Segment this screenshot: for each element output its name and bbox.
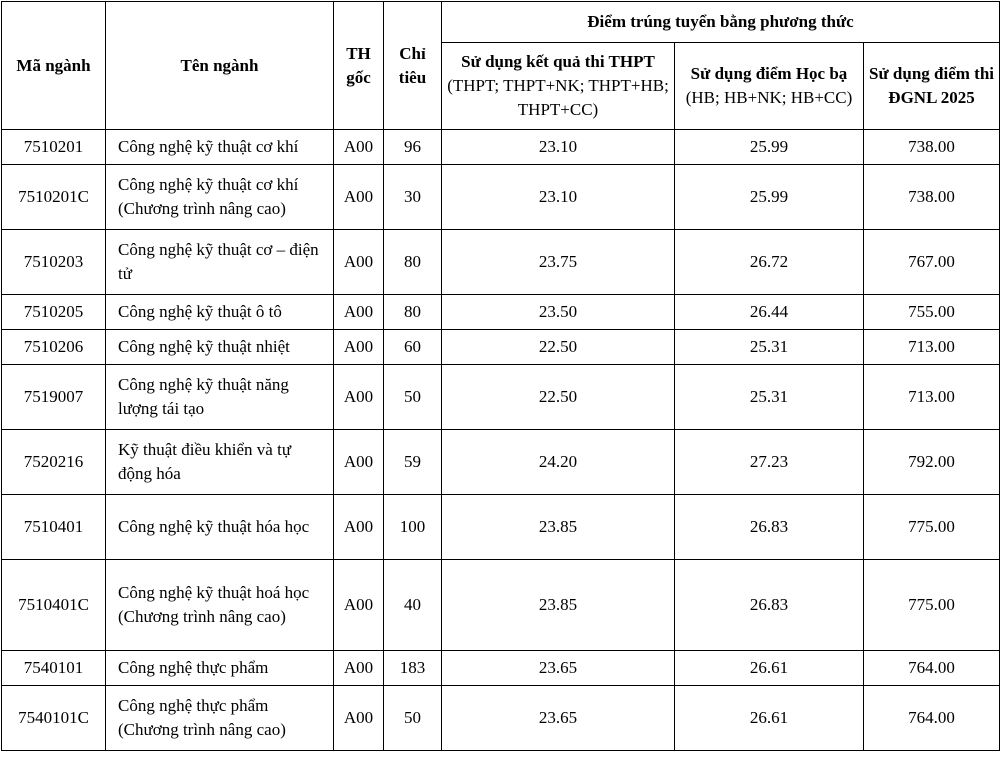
admission-score-table [1,1,1000,751]
cell-dgnl: 738.00 [864,165,1000,230]
cell-hocba: 27.23 [675,430,864,495]
header-row-1 [2,2,1000,43]
header-combo: TH gốc [334,2,384,130]
cell-name: Công nghệ thực phẩm [106,651,334,686]
cell-thpt: 23.10 [442,130,675,165]
table-row [2,365,1000,430]
cell-quota: 80 [384,295,442,330]
cell-name: Công nghệ kỹ thuật hóa học [106,495,334,560]
cell-code: 7510201 [2,130,106,165]
header-method-group: Điểm trúng tuyển bằng phương thức [442,2,1000,43]
cell-code: 7510203 [2,230,106,295]
table-row [2,165,1000,230]
cell-code: 7540101C [2,686,106,751]
header-thpt-sub: (THPT; THPT+NK; THPT+HB; THPT+CC) [447,76,669,119]
cell-thpt: 23.75 [442,230,675,295]
cell-dgnl: 738.00 [864,130,1000,165]
cell-hocba: 25.31 [675,330,864,365]
header-quota: Chỉ tiêu [384,2,442,130]
table-row [2,330,1000,365]
header-dgnl: Sử dụng điểm thi ĐGNL 2025 [864,43,1000,130]
cell-combo: A00 [334,430,384,495]
cell-code: 7510401 [2,495,106,560]
header-thpt [442,43,675,130]
table-row [2,230,1000,295]
cell-quota: 80 [384,230,442,295]
cell-combo: A00 [334,365,384,430]
cell-dgnl: 792.00 [864,430,1000,495]
cell-quota: 96 [384,130,442,165]
cell-code: 7510401C [2,560,106,651]
cell-dgnl: 775.00 [864,560,1000,651]
table-row [2,651,1000,686]
cell-dgnl: 755.00 [864,295,1000,330]
cell-thpt: 23.50 [442,295,675,330]
table-row [2,686,1000,751]
cell-name: Công nghệ kỹ thuật hoá học (Chương trình nâng cao) [106,560,334,651]
cell-thpt: 23.85 [442,560,675,651]
table-row [2,295,1000,330]
header-hocba-sub: (HB; HB+NK; HB+CC) [685,88,853,107]
cell-hocba: 26.61 [675,686,864,751]
cell-combo: A00 [334,165,384,230]
header-thpt-title: Sử dụng kết quả thi THPT [461,52,655,71]
cell-name: Công nghệ kỹ thuật nhiệt [106,330,334,365]
cell-quota: 50 [384,686,442,751]
cell-thpt: 24.20 [442,430,675,495]
cell-code: 7540101 [2,651,106,686]
cell-quota: 60 [384,330,442,365]
cell-hocba: 26.44 [675,295,864,330]
cell-code: 7519007 [2,365,106,430]
header-hocba-title: Sử dụng điểm Học bạ [690,64,848,83]
cell-code: 7510206 [2,330,106,365]
cell-hocba: 26.83 [675,560,864,651]
cell-dgnl: 713.00 [864,330,1000,365]
cell-name: Công nghệ kỹ thuật cơ – điện tử [106,230,334,295]
cell-quota: 30 [384,165,442,230]
cell-code: 7520216 [2,430,106,495]
cell-dgnl: 764.00 [864,651,1000,686]
cell-dgnl: 767.00 [864,230,1000,295]
cell-thpt: 23.10 [442,165,675,230]
table-body [2,130,1000,751]
header-name: Tên ngành [106,2,334,130]
header-hocba [675,43,864,130]
cell-code: 7510201C [2,165,106,230]
cell-name: Công nghệ kỹ thuật cơ khí (Chương trình nâng cao) [106,165,334,230]
cell-combo: A00 [334,651,384,686]
cell-dgnl: 775.00 [864,495,1000,560]
cell-name: Công nghệ kỹ thuật năng lượng tái tạo [106,365,334,430]
cell-name: Công nghệ kỹ thuật ô tô [106,295,334,330]
table-row [2,560,1000,651]
table-row [2,130,1000,165]
cell-combo: A00 [334,686,384,751]
cell-hocba: 25.99 [675,165,864,230]
cell-quota: 40 [384,560,442,651]
cell-combo: A00 [334,330,384,365]
cell-thpt: 23.85 [442,495,675,560]
cell-thpt: 23.65 [442,686,675,751]
cell-hocba: 25.99 [675,130,864,165]
cell-quota: 100 [384,495,442,560]
cell-hocba: 26.83 [675,495,864,560]
cell-combo: A00 [334,130,384,165]
cell-combo: A00 [334,230,384,295]
cell-hocba: 25.31 [675,365,864,430]
cell-quota: 183 [384,651,442,686]
header-code: Mã ngành [2,2,106,130]
cell-quota: 59 [384,430,442,495]
cell-dgnl: 713.00 [864,365,1000,430]
cell-name: Công nghệ thực phẩm (Chương trình nâng cao) [106,686,334,751]
cell-hocba: 26.61 [675,651,864,686]
table-row [2,430,1000,495]
cell-thpt: 22.50 [442,330,675,365]
cell-name: Công nghệ kỹ thuật cơ khí [106,130,334,165]
table-row [2,495,1000,560]
cell-thpt: 22.50 [442,365,675,430]
cell-name: Kỹ thuật điều khiển và tự động hóa [106,430,334,495]
cell-combo: A00 [334,560,384,651]
cell-hocba: 26.72 [675,230,864,295]
cell-dgnl: 764.00 [864,686,1000,751]
cell-combo: A00 [334,495,384,560]
cell-quota: 50 [384,365,442,430]
cell-thpt: 23.65 [442,651,675,686]
cell-combo: A00 [334,295,384,330]
cell-code: 7510205 [2,295,106,330]
